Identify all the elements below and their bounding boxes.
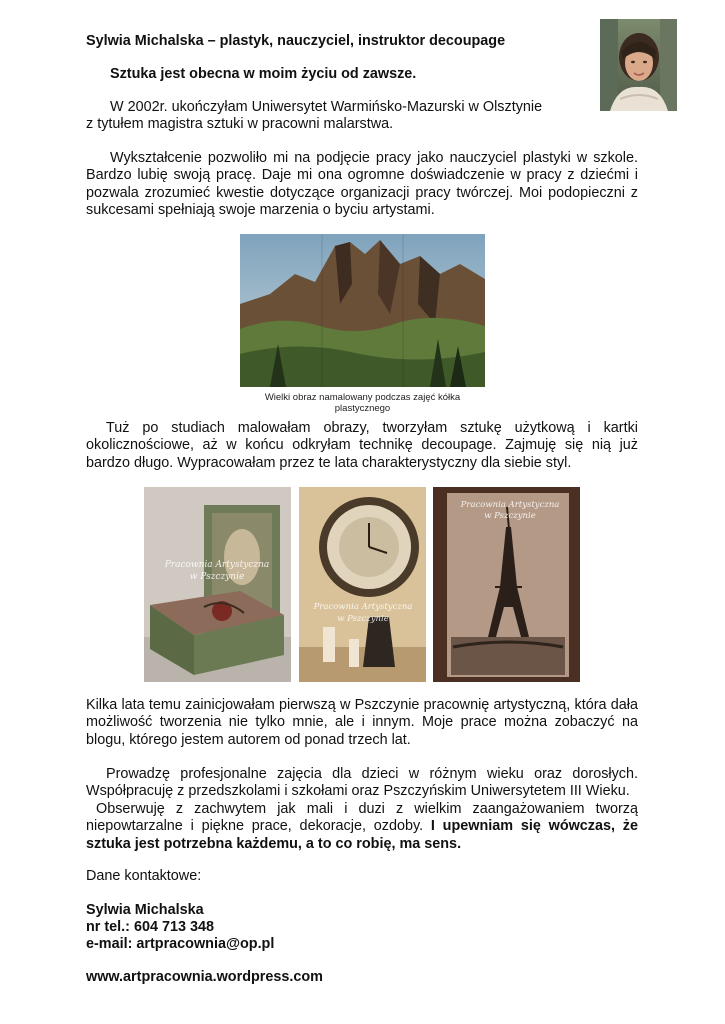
painting-caption: Wielki obraz namalowany podczas zajęć kółka plastycznego (264, 392, 461, 414)
decoupage-clock-image (299, 487, 426, 682)
contact-email[interactable]: e-mail: artpracownia@op.pl (86, 936, 275, 952)
watermark-line2: w Pszczynie (189, 572, 245, 582)
decoupage-boxes-image (144, 487, 291, 682)
contact-name: Sylwia Michalska (86, 902, 204, 918)
page-title: Sylwia Michalska – plastyk, nauczyciel, instruktor decoupage (86, 33, 506, 49)
education-paragraph (86, 99, 638, 134)
watermark-line2-c: w Pszczynie (484, 511, 536, 521)
education-line-1: W 2002r. ukończyłam Uniwersytet Warmińsko-Mazurski w Olsztynie (110, 99, 543, 115)
motto-heading: Sztuka jest obecna w moim życiu od zawsze. (110, 66, 417, 82)
mountain-painting-image (240, 234, 485, 387)
watermark-line1-c: Pracownia Artystyczna (460, 500, 560, 510)
classes-text: Prowadzę profesjonalne zajęcia dla dzieci w różnym wieku oraz dorosłych. Współpracuję z przedszkolami i szkołami oraz Pszczyńskim Uniwersytetem III Wieku. (86, 766, 638, 800)
closing-statement: I upewniam się wówczas, że sztuka jest potrzebna każdemu, a to co robię, ma sens. (86, 818, 639, 852)
watermark-line1-b: Pracownia Artystyczna (313, 602, 413, 612)
contact-phone: nr tel.: 604 713 348 (86, 919, 214, 935)
education-line-2: z tytułem magistra sztuki w pracowni malarstwa. (86, 116, 394, 133)
classes-paragraph (86, 766, 638, 853)
decoupage-eiffel-image (433, 487, 580, 682)
observation-text: Obserwuję z zachwytem jak mali i duzi z wielkim zaangażowaniem tworzą niepowtarzalne i piękne prace, dekoracje, ozdoby. (86, 800, 638, 835)
contact-heading: Dane kontaktowe: (86, 868, 202, 884)
author-portrait-image (600, 19, 677, 111)
watermark-line2-b: w Pszczynie (337, 614, 389, 624)
website-link[interactable]: www.artpracownia.wordpress.com (86, 969, 323, 985)
watermark-line1: Pracownia Artystyczna (164, 560, 270, 570)
teaching-paragraph: Wykształcenie pozwoliło mi na podjęcie pracy jako nauczyciel plastyki w szkole. Bardzo lubię swoją pracę. Daje mi ona ogromne doświadczenie w pracy z dziećmi i pozwala zrozumieć kwestie dotyczące organizacji pracy twórczej. Moi podopieczni z sukcesami spełniają swoje marzenia o byciu artystami. (86, 150, 638, 219)
decoupage-paragraph: Tuż po studiach malowałam obrazy, tworzyłam sztukę użytkową i kartki okolicznościowe, aż w końcu odkryłam technikę decoupage. Zajmuję się nią już bardzo długo. Wypracowałam przez te lata charakterystyczny dla siebie styl. (86, 420, 638, 471)
studio-paragraph: Kilka lata temu zainicjowałam pierwszą w Pszczynie pracownię artystyczną, która dała możliwość tworzenia nie tylko mnie, ale i innym. Moje prace można zobaczyć na blogu, którego jestem autorem od ponad trzech lat. (86, 697, 638, 748)
